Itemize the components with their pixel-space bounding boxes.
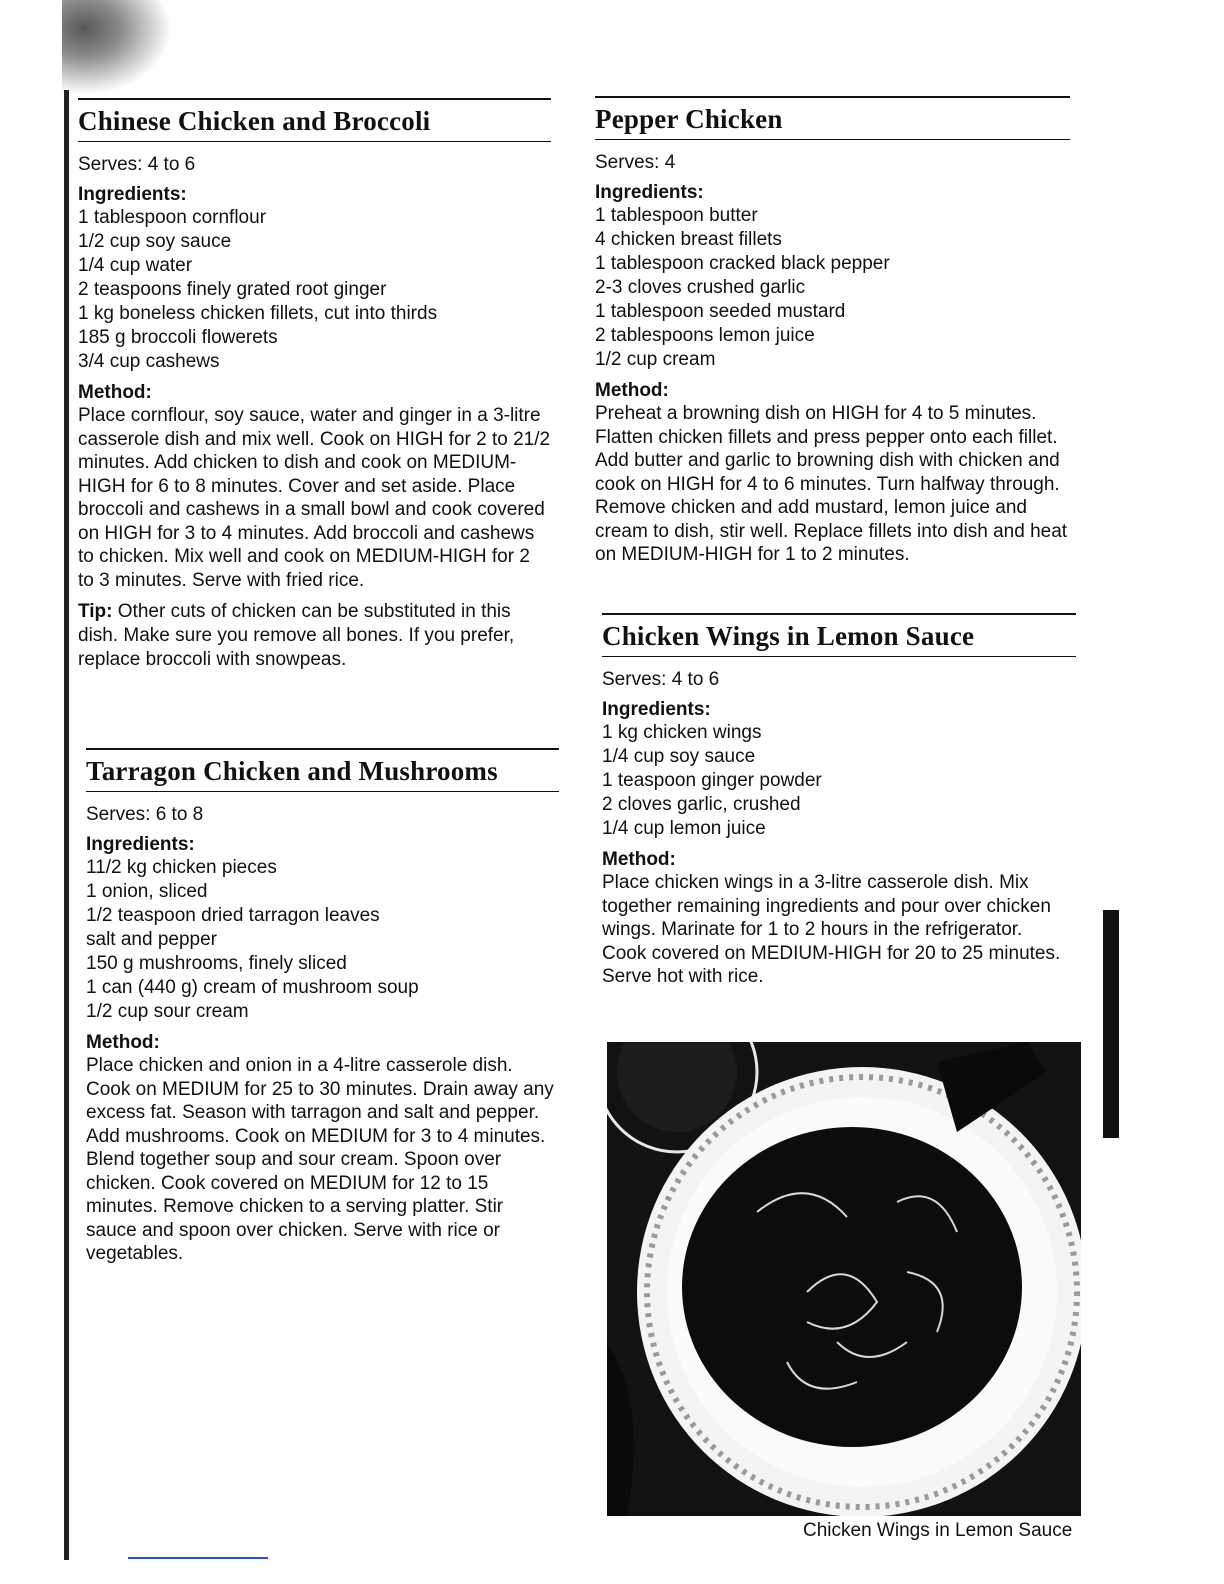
method-heading: Method: <box>78 382 152 403</box>
ingredient-item: 1 tablespoon butter <box>595 205 758 226</box>
ingredients-heading: Ingredients: <box>595 182 704 203</box>
recipe-chicken-wings <box>602 613 1076 995</box>
ingredient-item: 185 g broccoli flowerets <box>78 327 278 348</box>
ingredients-list <box>78 206 551 374</box>
method-heading: Method: <box>602 849 676 870</box>
title-rule-bottom <box>602 656 1076 657</box>
recipe-pepper-chicken <box>595 96 1070 573</box>
ingredient-item: 1 kg boneless chicken fillets, cut into thirds <box>78 303 438 324</box>
title-rule-bottom <box>86 791 559 792</box>
ingredient-item: 1 can (440 g) cream of mushroom soup <box>86 977 419 998</box>
ingredient-item: salt and pepper <box>86 929 217 950</box>
ingredient-item: 1/2 cup cream <box>595 349 716 370</box>
recipe-title: Tarragon Chicken and Mushrooms <box>86 756 498 786</box>
ingredients-list <box>602 721 1076 841</box>
ingredient-item: 1 tablespoon cornflour <box>78 207 267 228</box>
method-text-continued: Cook covered on MEDIUM-HIGH for 20 to 25 minutes. Serve hot with rice. <box>602 942 1061 987</box>
ingredient-item: 2 teaspoons finely grated root ginger <box>78 279 387 300</box>
ingredient-item: 2-3 cloves crushed garlic <box>595 277 806 298</box>
bottom-rule <box>128 1557 268 1559</box>
tip-label: Tip: <box>78 601 113 622</box>
ingredients-heading: Ingredients: <box>86 834 195 855</box>
ingredient-item: 2 cloves garlic, crushed <box>602 794 801 815</box>
method-heading: Method: <box>595 380 669 401</box>
method-text: Preheat a browning dish on HIGH for 4 to 5 minutes. Flatten chicken fillets and press pepper onto each fillet. Add butter and garlic to browning dish with chicken and cook on HIGH for 4 to 6 minutes. Turn halfway through. Remove chicken and add mustard, lemon juice and cream to dish, stir well. Replace fillets into dish and heat on MEDIUM-HIGH for 1 to 2 minutes. <box>595 403 1068 565</box>
recipe-tarragon-chicken <box>86 748 559 1272</box>
ingredients-list <box>595 204 1070 372</box>
ingredients-heading: Ingredients: <box>602 699 711 720</box>
method-text: Place chicken and onion in a 4-litre casserole dish. Cook on MEDIUM for 25 to 30 minutes. Drain away any excess fat. Season with tarragon and salt and pepper. Add mushrooms. Cook on MEDIUM for 3 to 4 minutes. Blend together soup and sour cream. Spoon over chicken. Cook covered on MEDIUM for 12 to 15 minutes. Remove chicken to a serving platter. Stir sauce and spoon over chicken. Serve with rice or vegetables. <box>86 1055 554 1264</box>
section-tab-marker <box>1103 910 1119 1138</box>
ingredient-item: 150 g mushrooms, finely sliced <box>86 953 347 974</box>
recipe-title: Pepper Chicken <box>595 104 783 134</box>
ingredients-heading: Ingredients: <box>78 184 187 205</box>
method-heading: Method: <box>86 1032 160 1053</box>
serves-text: Serves: 6 to 8 <box>86 804 204 825</box>
method-text: Place chicken wings in a 3-litre casserole dish. Mix together remaining ingredients and pour over chicken wings. Marinate for 1 to 2 hours in the refrigerator. <box>602 872 1051 940</box>
tip-paragraph <box>78 600 551 672</box>
scan-shadow <box>62 0 172 95</box>
ingredient-item: 1/4 cup soy sauce <box>602 746 756 767</box>
ingredient-item: 1 onion, sliced <box>86 881 208 902</box>
recipe-title: Chicken Wings in Lemon Sauce <box>602 621 975 651</box>
ingredient-item: 1 tablespoon seeded mustard <box>595 301 846 322</box>
title-rule-bottom <box>78 141 551 142</box>
serves-text: Serves: 4 <box>595 152 676 173</box>
ingredient-item: 1/2 teaspoon dried tarragon leaves <box>86 905 380 926</box>
ingredient-item: 1/2 cup soy sauce <box>78 231 232 252</box>
ingredient-item: 1 teaspoon ginger powder <box>602 770 822 791</box>
ingredients-list <box>86 856 559 1024</box>
ingredient-item: 4 chicken breast fillets <box>595 229 782 250</box>
ingredient-item: 3/4 cup cashews <box>78 351 220 372</box>
serves-text: Serves: 4 to 6 <box>602 669 720 690</box>
ingredient-item: 2 tablespoons lemon juice <box>595 325 815 346</box>
plate-illustration <box>607 1042 1081 1516</box>
ingredient-item: 1 kg chicken wings <box>602 722 762 743</box>
recipe-title: Chinese Chicken and Broccoli <box>78 106 431 136</box>
ingredient-item: 1 tablespoon cracked black pepper <box>595 253 890 274</box>
ingredient-item: 1/2 cup sour cream <box>86 1001 249 1022</box>
ingredient-item: 1/4 cup water <box>78 255 193 276</box>
page-edge-shadow <box>64 90 69 1560</box>
ingredient-item: 11/2 kg chicken pieces <box>86 857 277 878</box>
title-rule-bottom <box>595 139 1070 140</box>
serves-text: Serves: 4 to 6 <box>78 154 196 175</box>
method-text: Place cornflour, soy sauce, water and ginger in a 3-litre casserole dish and mix well. Cook on HIGH for 2 to 21/2 minutes. Add chicken to dish and cook on MEDIUM-HIGH for 6 to 8 minutes. Cover and set aside. Place broccoli and cashews in a small bowl and cook covered on HIGH for 3 to 4 minutes. Add broccoli and cashews to chicken. Mix well and cook on MEDIUM-HIGH for 2 to 3 minutes. Serve with fried rice. <box>78 405 551 591</box>
ingredient-item: 1/4 cup lemon juice <box>602 818 766 839</box>
recipe-photo <box>607 1042 1081 1516</box>
photo-caption: Chicken Wings in Lemon Sauce <box>803 1520 1073 1541</box>
tip-text: Other cuts of chicken can be substituted in this dish. Make sure you remove all bones. If you prefer, replace broccoli with snowpeas. <box>78 601 515 670</box>
recipe-chinese-chicken <box>78 98 551 672</box>
